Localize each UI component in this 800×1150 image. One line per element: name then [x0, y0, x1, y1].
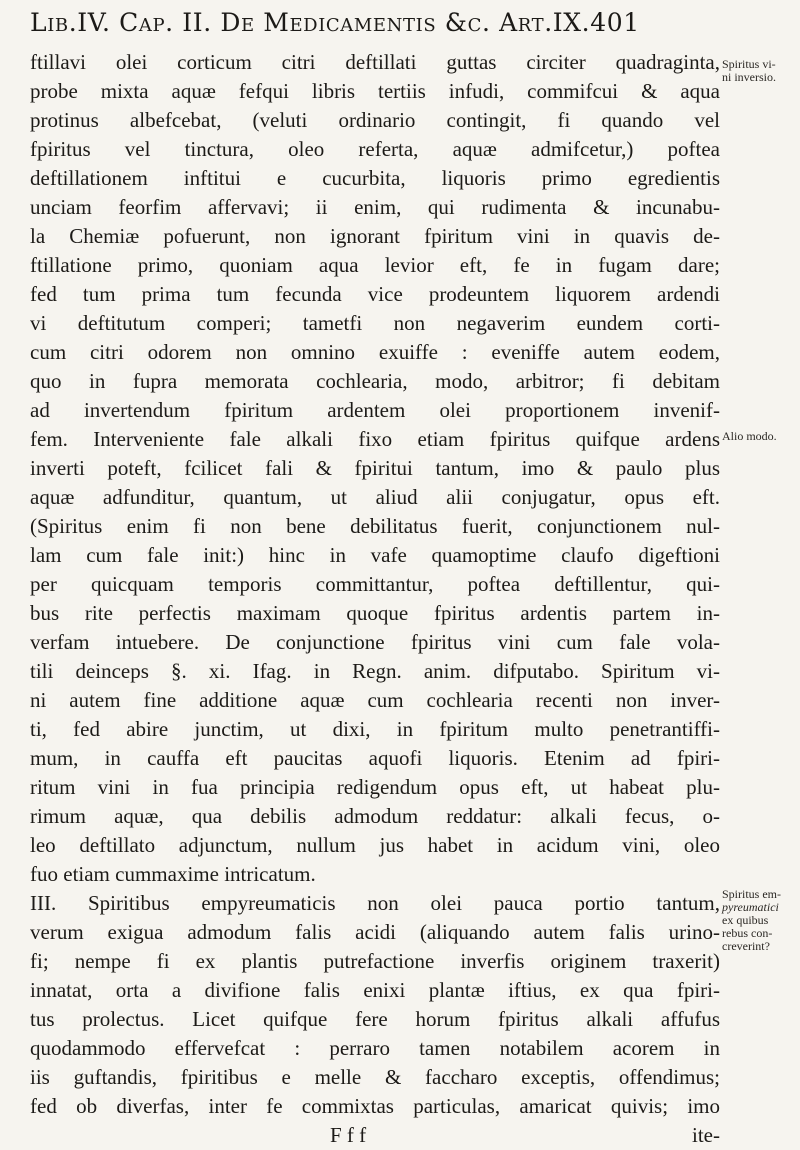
running-head: Lib.IV. Cap. II. De Medicamentis &c. Art.IX.401	[30, 8, 640, 37]
text-line: innatat, orta a divifione falis enixi plantæ iftius, ex qua fpiri-	[30, 978, 720, 1002]
margin-note-3	[722, 888, 798, 953]
margin-note-line: creverint?	[722, 939, 770, 953]
margin-note-line: ni inversio.	[722, 70, 776, 84]
text-line: rimum aquæ, qua debilis admodum reddatur: alkali fecus, o-	[30, 804, 720, 828]
text-line: leo deftillato adjunctum, nullum jus habet in acidum vini, oleo	[30, 833, 720, 857]
text-line: deftillationem inftitui e cucurbita, liquoris primo egredientis	[30, 166, 720, 190]
text-line: fpiritus vel tinctura, oleo referta, aquæ admifcetur,) poftea	[30, 137, 720, 161]
text-line: ftillatione primo, quoniam aqua levior eft, fe in fugam dare;	[30, 253, 720, 277]
text-line: (Spiritus enim fi non bene debilitatus fuerit, conjunctionem nul-	[30, 514, 720, 538]
text-line: ftillavi olei corticum citri deftillati guttas circiter quadraginta,	[30, 50, 720, 74]
text-line: unciam feorfim affervavi; ii enim, qui rudimenta & incunabu-	[30, 195, 720, 219]
margin-note-line: ex quibus	[722, 913, 769, 927]
margin-note-1	[722, 58, 798, 84]
text-line: ad invertendum fpiritum ardentem olei proportionem invenif-	[30, 398, 720, 422]
text-line: lam cum fale init:) hinc in vafe quamoptime claufo digeftioni	[30, 543, 720, 567]
page-footer-line	[30, 1121, 720, 1150]
text-line: tus prolectus. Licet quifque fere horum fpiritus alkali affufus	[30, 1007, 720, 1031]
text-line: fuo etiam cummaxime intricatum.	[30, 862, 316, 886]
text-line: protinus albefcebat, (veluti ordinario contingit, fi quando vel	[30, 108, 720, 132]
text-line: fi; nempe fi ex plantis putrefactione inverfis originem traxerit)	[30, 949, 720, 973]
margin-note-2	[722, 430, 798, 443]
text-line: iis guftandis, fpiritibus e melle & faccharo exceptis, offendimus;	[30, 1065, 720, 1089]
text-line: per quicquam temporis committantur, poftea deftillentur, qui-	[30, 572, 720, 596]
text-line: quo in fupra memorata cochlearia, modo, arbitror; fi debitam	[30, 369, 720, 393]
text-line: ritum vini in fua principia redigendum opus eft, ut habeat plu-	[30, 775, 720, 799]
text-line: la Chemiæ pofuerunt, non ignorant fpiritum vini in quavis de-	[30, 224, 720, 248]
text-line: verum exigua admodum falis acidi (aliquando autem falis urino-	[30, 920, 720, 944]
text-line: inverti poteft, fcilicet fali & fpiritui tantum, imo & paulo plus	[30, 456, 720, 480]
text-line: quodammodo effervefcat : perraro tamen notabilem acorem in	[30, 1036, 720, 1060]
text-line: vi deftitutum comperi; tametfi non negaverim eundem corti-	[30, 311, 720, 335]
text-line: probe mixta aquæ fefqui libris tertiis infudi, commifcui & aqua	[30, 79, 720, 103]
margin-note-line: rebus con-	[722, 926, 773, 940]
text-line: ni autem fine additione aquæ cum cochlearia recenti non inver-	[30, 688, 720, 712]
text-line: bus rite perfectis maximam quoque fpiritus ardentis partem in-	[30, 601, 720, 625]
text-line: mum, in cauffa eft paucitas aquofi liquoris. Etenim ad fpiri-	[30, 746, 720, 770]
margin-note-line: Spiritus vi-	[722, 57, 776, 71]
text-line: III. Spiritibus empyreumaticis non olei pauca portio tantum,	[30, 891, 720, 915]
text-line: tili deinceps §. xi. Ifag. in Regn. anim. difputabo. Spiritum vi-	[30, 659, 720, 683]
signature-mark: F f f	[330, 1123, 367, 1147]
text-line: fed ob diverfas, inter fe commixtas particulas, amaricat quivis; imo	[30, 1094, 720, 1118]
text-line: verfam intuebere. De conjunctione fpiritus vini cum fale vola-	[30, 630, 720, 654]
text-line: fem. Interveniente fale alkali fixo etiam fpiritus quifque ardens	[30, 427, 720, 451]
text-line: cum citri odorem non omnino exuiffe : eveniffe autem eodem,	[30, 340, 720, 364]
margin-note-line: Spiritus em-	[722, 887, 781, 901]
main-text-block	[30, 48, 720, 1150]
text-line: aquæ adfunditur, quantum, ut aliud alii conjugatur, opus eft.	[30, 485, 720, 509]
text-line: fed tum prima tum fecunda vice prodeuntem liquorem ardendi	[30, 282, 720, 306]
margin-note-line: pyreumatici	[722, 900, 779, 914]
margin-note-line: Alio modo.	[722, 429, 777, 443]
catchword: ite-	[692, 1123, 720, 1147]
text-line: ti, fed abire junctim, ut dixi, in fpiritum multo penetrantiffi-	[30, 717, 720, 741]
